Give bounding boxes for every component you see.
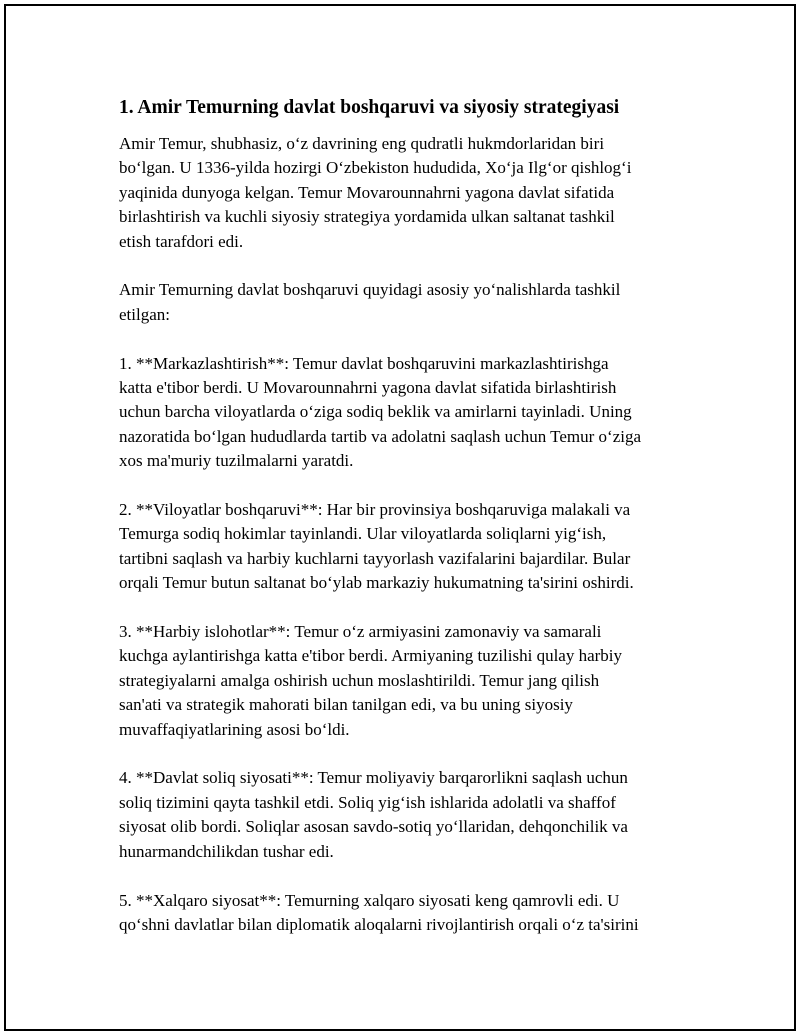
paragraph-provinces: 2. **Viloyatlar boshqaruvi**: Har bir provinsiya boshqaruviga malakali va Temurga sodiq hokimlar tayinlandi. Ular viloyatlarda soliqlarni yig‘ish, tartibni saqlash va harbiy kuchlarni tayyorlash vazifalarini bajardilar. Bular orqali Temur butun saltanat bo‘ylab markaziy hukumatning ta'sirini oshirdi. (119, 500, 634, 593)
paragraph-overview: Amir Temurning davlat boshqaruvi quyidagi asosiy yo‘nalishlarda tashkil etilgan: (119, 280, 621, 324)
document-body (119, 96, 709, 962)
paragraph-foreign-policy: 5. **Xalqaro siyosat**: Temurning xalqaro siyosati keng qamrovli edi. U qo‘shni davlatlar bilan diplomatik aloqalarni rivojlantirish orqali o‘z ta'sirini (119, 890, 639, 934)
section-title: 1. Amir Temurning davlat boshqaruvi va siyosiy strategiyasi (119, 97, 620, 118)
paragraph-intro: Amir Temur, shubhasiz, o‘z davrining eng qudratli hukmdorlaridan biri bo‘lgan. U 1336-yilda hozirgi O‘zbekiston hududida, Xo‘ja Ilg‘or qishlog‘i yaqinida dunyoga kelgan. Temur Movarounnahrni yagona davlat sifatida birlashtirish va kuchli siyosiy strategiya yordamida ulkan saltanat tashkil etish tarafdori edi. (119, 134, 632, 251)
paragraph-military: 3. **Harbiy islohotlar**: Temur o‘z armiyasini zamonaviy va samarali kuchga aylantirishga katta e'tibor berdi. Armiyaning tuzilishi qulay harbiy strategiyalarni amalga oshirish uchun moslashtirildi. Temur jang qilish san'ati va strategik mahorati bilan tanilgan edi, va bu uning siyosiy muvaffaqiyatlarining asosi bo‘ldi. (119, 622, 623, 739)
paragraph-tax-policy: 4. **Davlat soliq siyosati**: Temur moliyaviy barqarorlikni saqlash uchun soliq tizimini qayta tashkil etdi. Soliq yig‘ish ishlarida adolatli va shaffof siyosat olib bordi. Soliqlar asosan savdo-sotiq yo‘llaridan, dehqonchilik va hunarmandchilikdan tushar edi. (119, 768, 628, 861)
paragraph-centralization: 1. **Markazlashtirish**: Temur davlat boshqaruvini markazlashtirishga katta e'tibor berdi. U Movarounnahrni yagona davlat sifatida birlashtirish uchun barcha viloyatlarda o‘ziga sodiq beklik va amirlarni tayinladi. Uning nazoratida bo‘lgan hududlarda tartib va adolatni saqlash uchun Temur o‘ziga xos ma'muriy tuzilmalarni yaratdi. (119, 353, 642, 471)
document-page (4, 4, 796, 1031)
